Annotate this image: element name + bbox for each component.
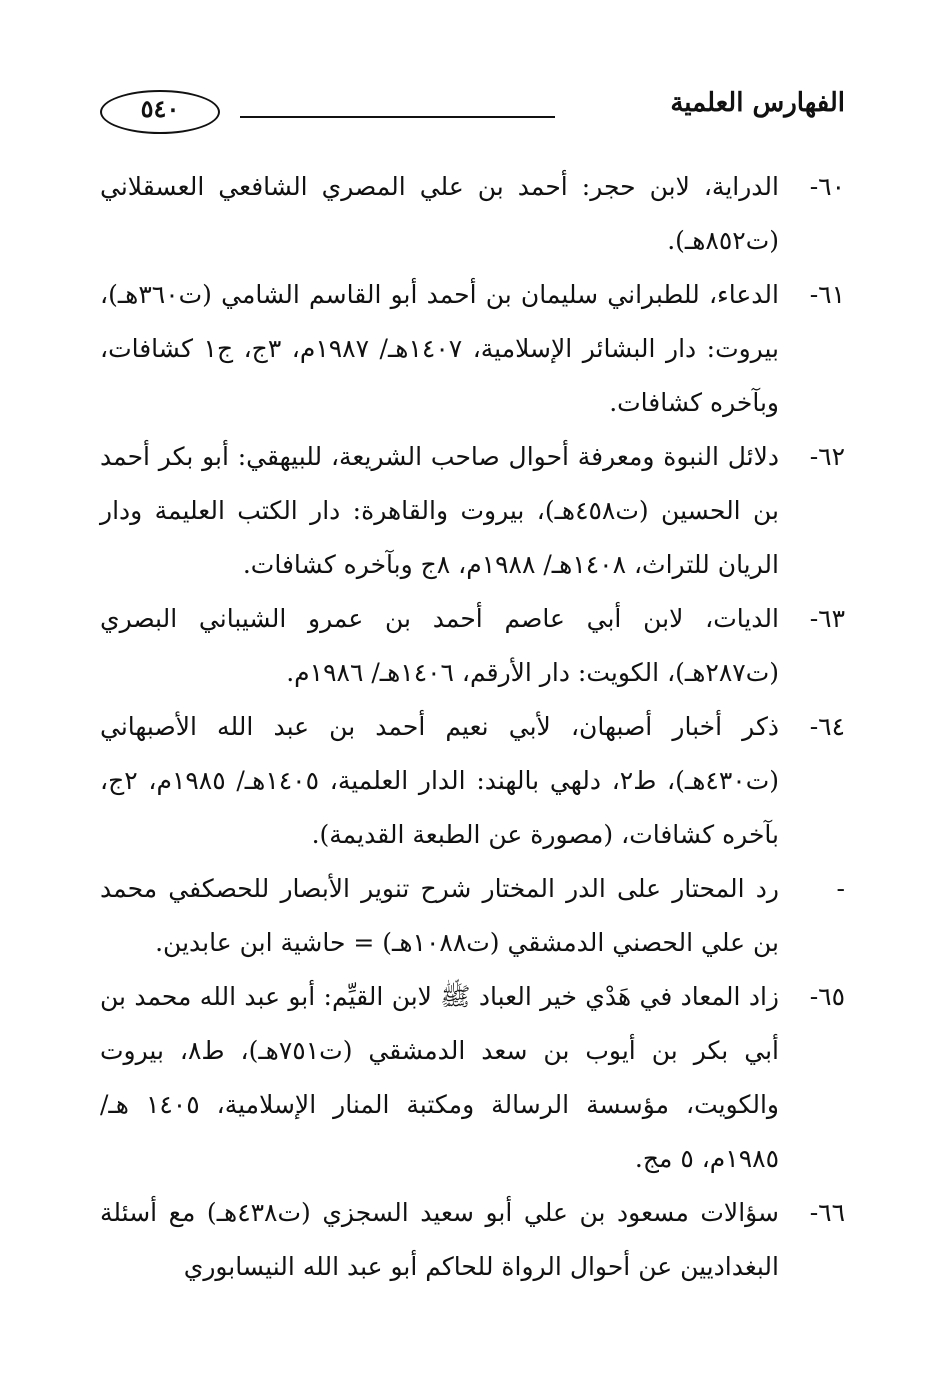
entry-number: ٦١- (809, 280, 845, 309)
bibliography-entry (100, 970, 845, 1186)
cross-reference-entry (100, 862, 845, 970)
entry-number: ٦٥- (809, 982, 845, 1011)
entry-text: دلائل النبوة ومعرفة أحوال صاحب الشريعة، للبيهقي: أبو بكر أحمد بن الحسين (ت٤٥٨هـ)، بيروت والقاهرة: دار الكتب العليمة ودار الريان للتراث، ١٤٠٨هـ/ ١٩٨٨م، ٨ج وبآخره كشافات. (100, 442, 779, 579)
bibliography-entry (100, 160, 845, 268)
bibliography-entry (100, 1186, 845, 1294)
running-title: الفهارس العلمية (670, 88, 845, 118)
entry-text: رد المحتار على الدر المختار شرح تنوير الأبصار للحصكفي محمد بن علي الحصني الدمشقي (ت١٠٨٨هـ) = حاشية ابن عابدين. (100, 874, 779, 957)
entry-dash: - (836, 874, 845, 903)
header-rule (240, 116, 555, 118)
entry-text: الديات، لابن أبي عاصم أحمد بن عمرو الشيباني البصري (ت٢٨٧هـ)، الكويت: دار الأرقم، ١٤٠٦هـ/ ١٩٨٦م. (100, 604, 779, 687)
entry-number: ٦٠- (809, 172, 845, 201)
bibliography-entry (100, 430, 845, 592)
entry-text: سؤالات مسعود بن علي أبو سعيد السجزي (ت٤٣٨هـ) مع أسئلة البغداديين عن أحوال الرواة للحاكم أبو عبد الله النيسابوري (100, 1198, 779, 1281)
entry-text: زاد المعاد في هَدْي خير العباد ﷺ لابن القيِّم: أبو عبد الله محمد بن أبي بكر بن أيوب بن سعد الدمشقي (ت٧٥١هـ)، ط٨، بيروت والكويت، مؤسسة الرسالة ومكتبة المنار الإسلامية، ١٤٠٥ هـ/ ١٩٨٥م، ٥ مج. (100, 982, 780, 1173)
entry-number: ٦٢- (809, 442, 845, 471)
page-number: ٥٤٠ (140, 94, 180, 123)
bibliography-entry (100, 592, 845, 700)
entry-text: الدعاء، للطبراني سليمان بن أحمد أبو القاسم الشامي (ت٣٦٠هـ)، بيروت: دار البشائر الإسلامية، ١٤٠٧هـ/ ١٩٨٧م، ٣ج، ج١ كشافات، وبآخره كشافات. (100, 280, 779, 417)
page-header (100, 80, 845, 140)
entry-number: ٦٣- (809, 604, 845, 633)
entry-number: ٦٦- (809, 1198, 845, 1227)
bibliography-entry (100, 700, 845, 862)
bibliography-list (100, 160, 845, 1294)
bibliography-entry (100, 268, 845, 430)
entry-text: الدراية، لابن حجر: أحمد بن علي المصري الشافعي العسقلاني (ت٨٥٢هـ). (100, 172, 779, 255)
entry-number: ٦٤- (809, 712, 845, 741)
entry-text: ذكر أخبار أصبهان، لأبي نعيم أحمد بن عبد الله الأصبهاني (ت٤٣٠هـ)، ط٢، دلهي بالهند: الدار العلمية، ١٤٠٥هـ/ ١٩٨٥م، ٢ج، بآخره كشافات، (مصورة عن الطبعة القديمة). (100, 712, 779, 849)
